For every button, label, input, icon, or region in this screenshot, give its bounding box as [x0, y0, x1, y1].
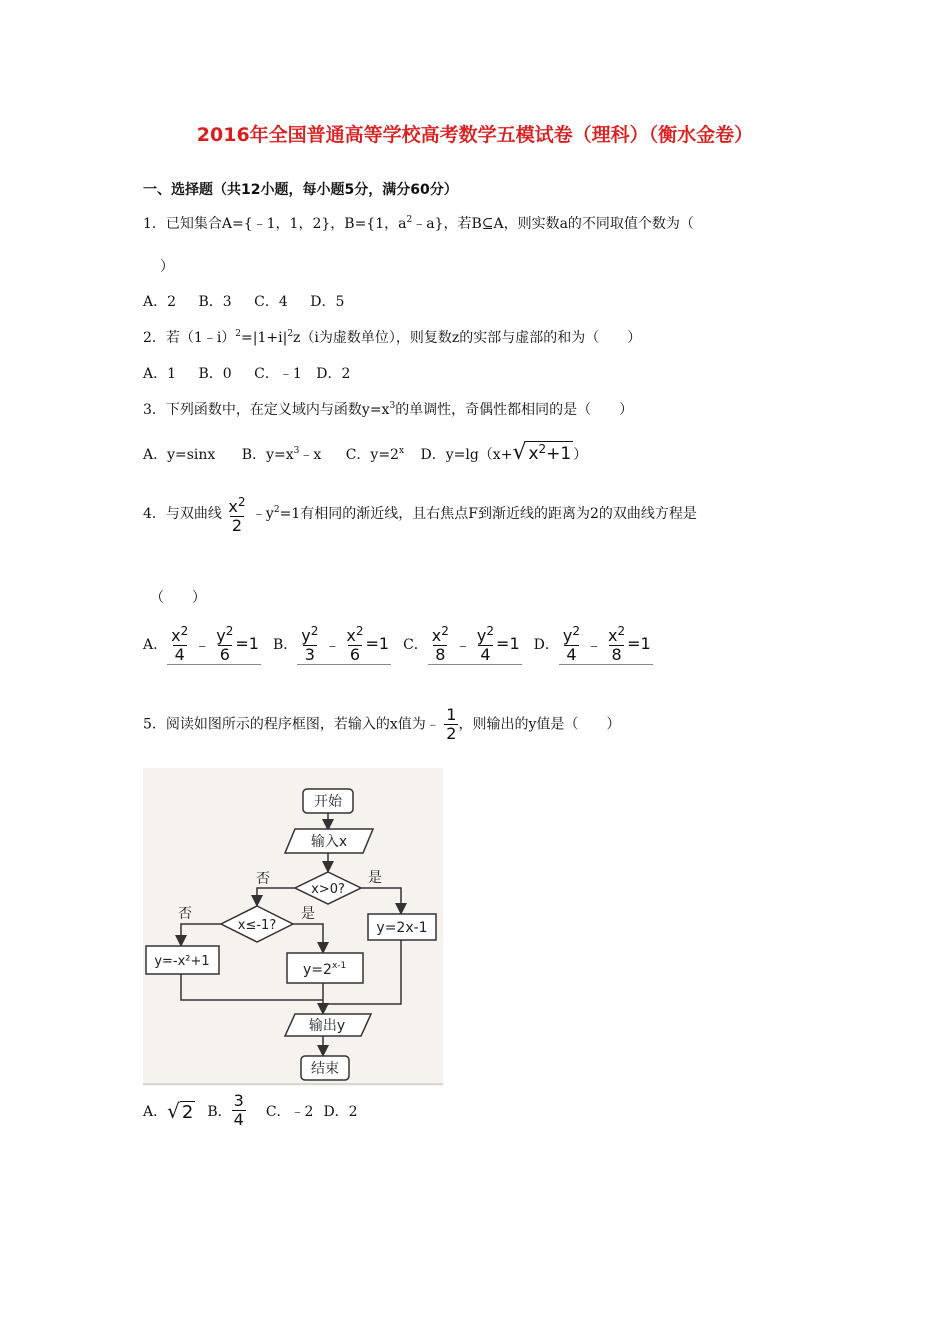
q3-sup: 3 — [389, 401, 396, 411]
q4-option-d1: 8 — [435, 645, 446, 664]
q4-option-equation — [559, 622, 653, 665]
q4-option-c[interactable] — [403, 622, 522, 665]
question-1 — [143, 213, 694, 233]
q4-option-d1: 4 — [174, 645, 185, 664]
q4-option-label: A． — [143, 636, 168, 653]
q4-option-sq2: 2 — [225, 624, 234, 638]
q3-option-c-text: C．y=2 — [345, 447, 399, 463]
q1-text2: ﹣a}，若B⊆A，则实数a的不同取值个数为（ — [412, 216, 694, 232]
q1-option-d[interactable]: D．5 — [310, 294, 345, 310]
q4-lead: 4．与双曲线 — [143, 506, 222, 522]
q1-continuation: ） — [160, 259, 174, 275]
q5-option-b-num: 3 — [233, 1091, 244, 1110]
q2-option-b[interactable]: B．0 — [198, 366, 232, 382]
q5-option-d[interactable]: D．2 — [323, 1103, 358, 1120]
q4-option-rhs: =1 — [365, 633, 390, 653]
flowchart-image — [143, 768, 443, 1086]
q3-option-b-sup: 3 — [293, 446, 300, 456]
q2-text2: =|1+i| — [241, 330, 288, 346]
q3-option-a[interactable]: A．y=sinx — [143, 447, 216, 463]
q5-option-b-frac — [232, 1092, 246, 1129]
section-heading: 一、选择题（共12小题，每小题5分，满分60分） — [143, 182, 458, 198]
box-left-label: y=-x²+1 — [154, 954, 210, 969]
q4-text2: =1有相同的渐近线，且右焦点F到渐近线的距离为2的双曲线方程是 — [279, 506, 697, 522]
q4-option-n1: y — [562, 626, 573, 645]
q4-option-frac2 — [606, 622, 627, 664]
q4-option-rhs: =1 — [235, 633, 259, 653]
box-mid-sup: x-1 — [331, 961, 347, 971]
q3-option-d-tail: ） — [573, 447, 588, 463]
q5-frac-den: 2 — [446, 724, 457, 743]
question-3 — [143, 399, 633, 419]
q4-option-frac1 — [430, 622, 451, 664]
q4-option-d2: 8 — [611, 645, 622, 664]
q3-option-b-text: B．y=x — [241, 447, 294, 463]
q3-option-b-tail: ﹣x — [299, 447, 322, 463]
q3-option-b[interactable] — [242, 447, 321, 463]
q5-option-b-text: B． — [207, 1103, 232, 1120]
q4-frac-num: x — [228, 497, 238, 516]
q4-sup: 2 — [273, 505, 280, 515]
page-title: 2016年全国普通高等学校高考数学五模试卷（理科）（衡水金卷） — [196, 124, 754, 146]
q4-option-n2: x — [346, 626, 356, 645]
q4-option-sq1: 2 — [441, 624, 449, 638]
q5-text2: ，则输出的y值是（ ） — [458, 716, 621, 733]
flowchart — [143, 768, 443, 1086]
q4-option-frac2 — [344, 622, 365, 664]
output-label: 输出y — [308, 1018, 346, 1034]
q4-option-n1: x — [171, 626, 181, 645]
q4-option-n1: x — [431, 626, 442, 645]
q4-frac-num-sup: 2 — [237, 495, 246, 509]
q5-option-a-text: A． — [143, 1103, 168, 1120]
q1-option-c[interactable]: C．4 — [254, 294, 288, 310]
q4-option-sq2: 2 — [355, 624, 364, 638]
q5-sqrt: √ 2 — [167, 1098, 194, 1123]
q2-option-c[interactable]: C．﹣1 — [254, 366, 302, 382]
cond2-label: x≤-1? — [237, 918, 277, 933]
q3-options — [143, 440, 587, 465]
q4-option-n1: y — [301, 626, 311, 645]
q4-option-minus: ﹣ — [324, 634, 341, 654]
q3-option-c-sup: x — [398, 446, 405, 456]
q4-text: ﹣y — [251, 506, 274, 522]
q4-option-equation — [167, 622, 261, 665]
q4-option-sq1: 2 — [310, 624, 319, 638]
q2-options — [143, 363, 350, 383]
q2-sup1: 2 — [235, 329, 242, 339]
q5-option-c[interactable]: C．﹣2 — [265, 1103, 314, 1120]
q4-option-rhs: =1 — [496, 633, 520, 653]
q5-option-b-den: 4 — [233, 1110, 244, 1129]
q4-option-n2: y — [216, 626, 226, 645]
q5-text: 5．阅读如图所示的程序框图，若输入的x值为﹣ — [143, 716, 440, 733]
q4-option-sq1: 2 — [572, 624, 580, 638]
q2-option-d[interactable]: D．2 — [316, 366, 351, 382]
q5-fraction — [444, 706, 458, 743]
q4-option-d2: 4 — [480, 645, 491, 664]
sqrt-symbol: √ $x^2+1$ — [512, 440, 572, 465]
q5-option-a-radicand: 2 — [181, 1101, 194, 1123]
q4-option-d2: 6 — [219, 645, 230, 664]
q3-text: 3．下列函数中，在定义域内与函数y=x — [143, 402, 390, 418]
q1-option-a[interactable]: A．2 — [143, 294, 177, 310]
yes2-label: 是 — [301, 906, 315, 922]
q4-option-n2: x — [607, 626, 618, 645]
q1-sup: 2 — [406, 215, 413, 225]
input-label: 输入x — [310, 834, 348, 850]
q4-option-n2: y — [476, 626, 487, 645]
q3-option-d[interactable] — [420, 440, 588, 465]
box-mid-text: y=2 — [303, 962, 332, 978]
yes1-label: 是 — [368, 870, 382, 886]
no1-label: 否 — [256, 871, 270, 887]
q4-option-b[interactable] — [273, 622, 391, 665]
q2-text3: z（i为虚数单位），则复数z的实部与虚部的和为（ ） — [293, 330, 642, 346]
no2-label: 否 — [178, 906, 192, 922]
q2-option-a[interactable]: A．1 — [143, 366, 177, 382]
q4-continuation: （ ） — [150, 590, 206, 606]
q2-text: 2．若（1﹣i） — [143, 330, 236, 346]
question-5 — [143, 706, 620, 743]
q4-option-a[interactable] — [143, 622, 261, 665]
q4-option-minus: ﹣ — [585, 634, 602, 654]
q4-option-frac2 — [214, 622, 235, 664]
q4-option-frac1 — [561, 622, 582, 664]
q5-option-b[interactable] — [207, 1092, 245, 1129]
q4-option-sq2: 2 — [617, 624, 626, 638]
q1-options — [143, 291, 344, 311]
q4-option-d[interactable] — [534, 622, 653, 665]
q4-option-rhs: =1 — [627, 633, 651, 653]
q5-option-a[interactable] — [143, 1099, 195, 1123]
q2-sup2: 2 — [287, 329, 294, 339]
q3-text2: 的单调性，奇偶性都相同的是（ ） — [395, 402, 634, 418]
question-2 — [143, 327, 641, 347]
q4-option-label: D． — [533, 636, 559, 653]
q4-option-sq1: 2 — [180, 624, 189, 638]
q4-option-d1: 3 — [304, 645, 315, 664]
q4-option-sq2: 2 — [486, 624, 495, 638]
box-right-label: y=2x-1 — [376, 920, 428, 936]
start-label: 开始 — [314, 794, 342, 810]
q4-option-minus: ﹣ — [454, 634, 471, 654]
q1-text: 1．已知集合A={﹣1，1，2}，B={1，a — [143, 216, 407, 232]
q4-option-frac2 — [475, 622, 496, 664]
q3-option-c[interactable] — [346, 447, 404, 463]
q4-option-frac1 — [299, 622, 320, 664]
end-label: 结束 — [311, 1061, 339, 1077]
q4-option-equation — [428, 622, 522, 665]
q3-option-d-radicand: x — [528, 444, 539, 464]
q4-option-d2: 6 — [349, 645, 361, 664]
q4-options — [143, 622, 653, 665]
q4-option-equation — [297, 622, 391, 665]
q3-option-d-radicand-tail: +1 — [546, 444, 572, 464]
q4-option-label: B． — [272, 636, 298, 653]
q3-option-d-text: D．y=lg（x+ — [420, 447, 513, 463]
q4-option-frac1 — [169, 622, 190, 664]
q4-option-d1: 4 — [566, 645, 577, 664]
q4-option-minus: ﹣ — [194, 634, 211, 654]
q4-fraction — [226, 493, 247, 535]
q1-option-b[interactable]: B．3 — [198, 294, 232, 310]
question-4 — [143, 493, 697, 535]
q5-options — [143, 1092, 358, 1129]
q5-frac-num: 1 — [446, 705, 457, 724]
cond1-label: x>0? — [311, 882, 345, 897]
q3-option-d-radicand-sup: 2 — [538, 442, 547, 456]
q4-frac-den: 2 — [231, 516, 243, 535]
q4-option-label: C． — [403, 636, 428, 653]
